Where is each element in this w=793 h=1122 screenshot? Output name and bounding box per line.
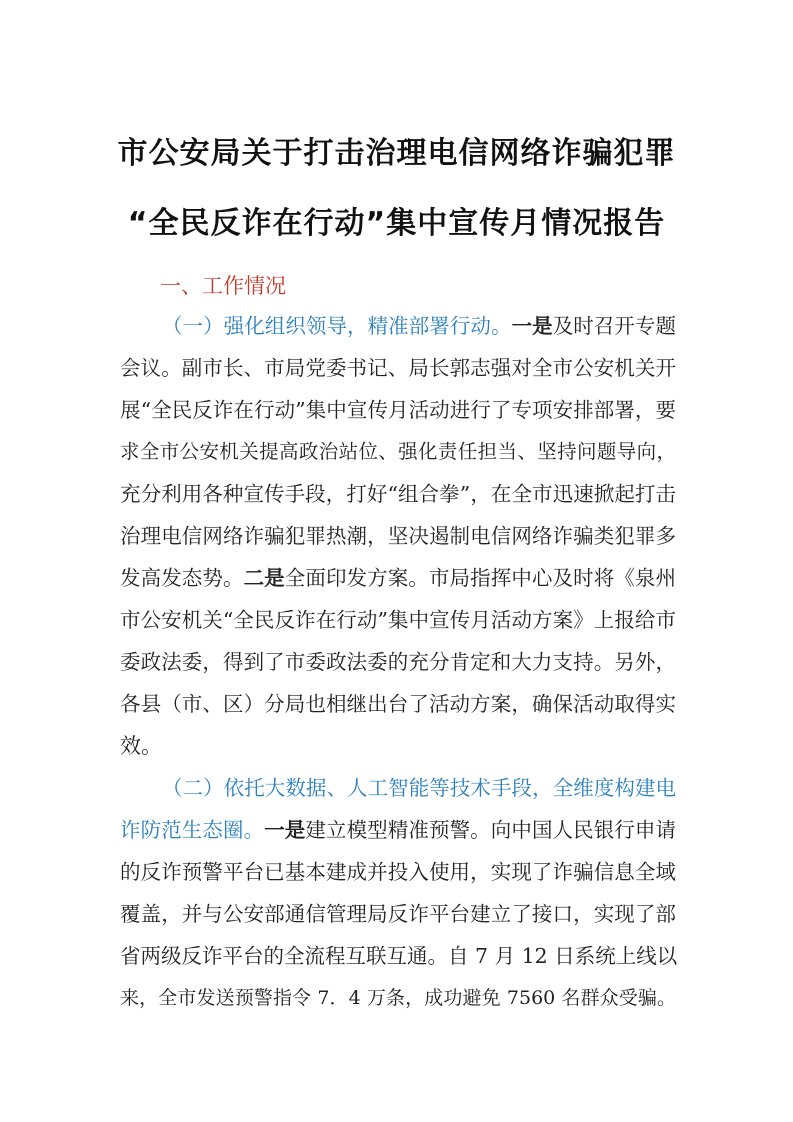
paragraph-2-line-6: 来，全市发送预警指令 7．4 万条，成功避免 7560 名群众受骗。: [120, 987, 676, 1009]
subheading-big-data-line-1: （二）依托大数据、人工智能等技术手段，全维度构建电: [162, 776, 676, 800]
paragraph-2-line-2: [120, 818, 676, 842]
paragraph-1-line-10: 各县（市、区）分局也相继出台了活动方案，确保活动取得实: [120, 692, 676, 716]
paragraph-text: 发高发态势。: [120, 566, 244, 590]
paragraph-text: 及时召开专题: [552, 314, 676, 338]
subheading-big-data-line-2: 诈防范生态圈。: [120, 818, 265, 842]
emphasis-second: 二是: [243, 566, 285, 590]
document-title-line-1: 市公安局关于打击治理电信网络诈骗犯罪: [117, 136, 676, 171]
paragraph-text: 建立模型精准预警。向中国人民银行申请: [305, 818, 677, 842]
subheading-organization-leadership: （一）强化组织领导，精准部署行动。: [162, 314, 512, 338]
document-title-line-2: “全民反诈在行动”集中宣传月情况报告: [127, 206, 666, 241]
paragraph-2-line-5: 省两级反诈平台的全流程互联互通。自 7 月 12 日系统上线以: [120, 944, 678, 968]
section-heading-work-status: 一、工作情况: [160, 274, 286, 298]
paragraph-2-line-4: 覆盖，并与公安部通信管理局反诈平台建立了接口，实现了部: [120, 902, 676, 926]
paragraph-1-line-11: 效。: [120, 734, 162, 758]
paragraph-1-line-8: 市公安机关“全民反诈在行动”集中宣传月活动方案》上报给市: [120, 608, 676, 632]
paragraph-1-line-3: 展“全民反诈在行动”集中宣传月活动进行了专项安排部署，要: [120, 398, 676, 422]
paragraph-1-line-5: 充分利用各种宣传手段，打好“组合拳”，在全市迅速掀起打击: [120, 482, 676, 506]
paragraph-1-line-6: 治理电信网络诈骗犯罪热潮，坚决遏制电信网络诈骗类犯罪多: [120, 524, 676, 548]
paragraph-text: 全面印发方案。市局指挥中心及时将《泉州: [284, 566, 677, 590]
emphasis-first: 一是: [264, 818, 306, 842]
paragraph-1-line-1: [162, 314, 676, 338]
paragraph-1-line-9: 委政法委，得到了市委政法委的充分肯定和大力支持。另外，: [120, 650, 676, 674]
emphasis-first: 一是: [511, 314, 553, 338]
paragraph-1-line-7: [120, 566, 676, 590]
paragraph-2-line-3: 的反诈预警平台已基本建成并投入使用，实现了诈骗信息全域: [120, 860, 676, 884]
paragraph-1-line-4: 求全市公安机关提高政治站位、强化责任担当、坚持问题导向，: [120, 440, 676, 463]
paragraph-1-line-2: 会议。副市长、市局党委书记、局长郭志强对全市公安机关开: [120, 356, 676, 380]
